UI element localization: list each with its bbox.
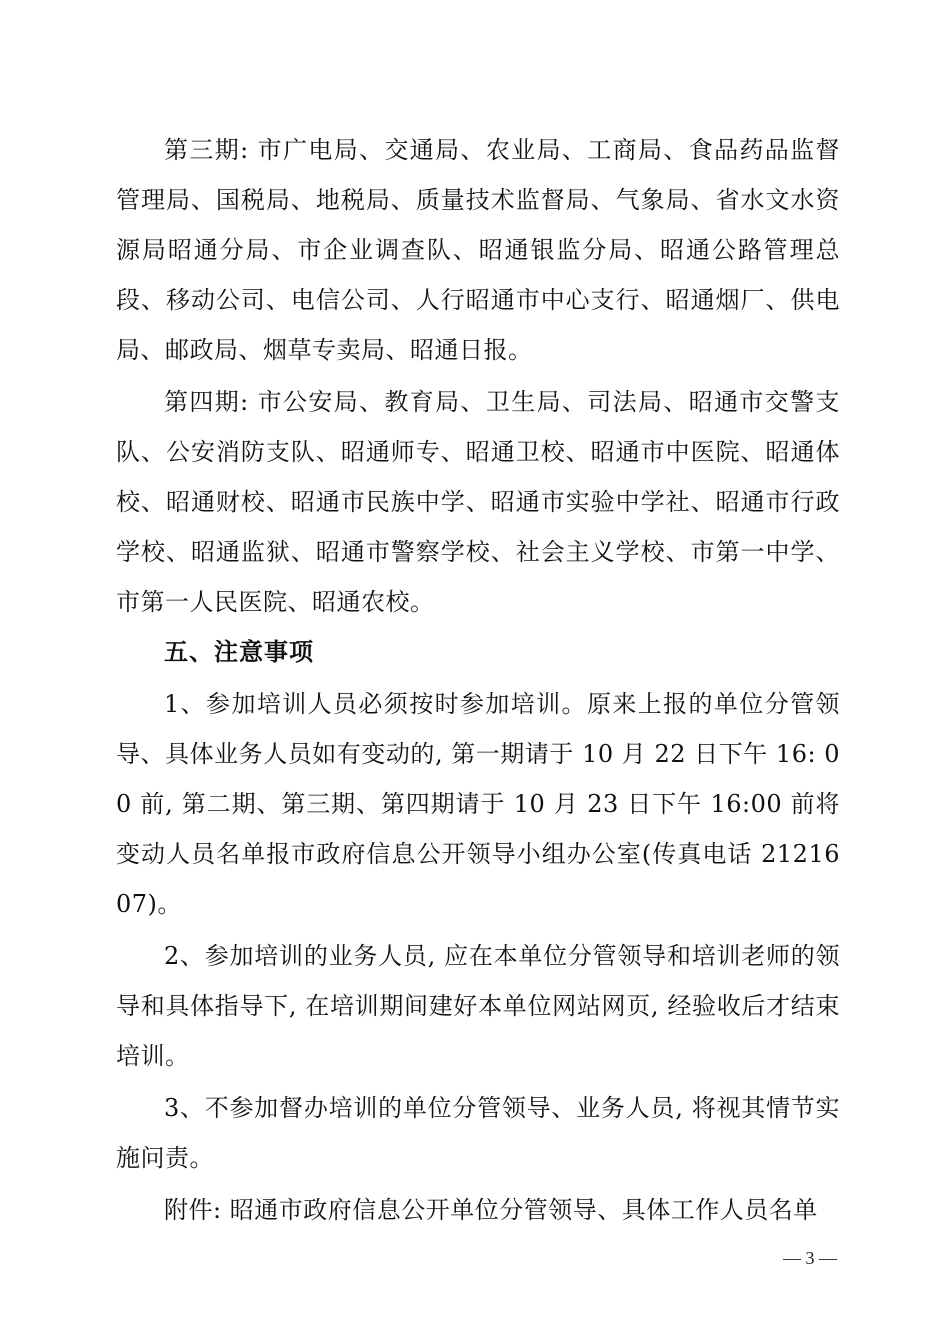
attachment-line: 附件: 昭通市政府信息公开单位分管领导、具体工作人员名单: [164, 1196, 818, 1224]
note-item-1: 1、参加培训人员必须按时参加培训。原来上报的单位分管领导、具体业务人员如有变动的, 第一期请于 10 月 22 日下午 16: 00 前, 第二期、第三期、第四期请于 10 月 23 日下午 16:00 前将变动人员名单报市政府信息公开领导小组办公室(传真电话 2121607)。: [116, 690, 840, 918]
section-heading: 五、注意事项: [164, 638, 314, 666]
note-item-2: 2、参加培训的业务人员, 应在本单位分管领导和培训老师的领导和具体指导下, 在培训期间建好本单位网站网页, 经验收后才结束培训。: [116, 942, 840, 1070]
paragraph-phase-three: 第三期: 市广电局、交通局、农业局、工商局、食品药品监督管理局、国税局、地税局、质量技术监督局、气象局、省水文水资源局昭通分局、市企业调查队、昭通银监分局、昭通公路管理总段、移动公司、电信公司、人行昭通市中心支行、昭通烟厂、供电局、邮政局、烟草专卖局、昭通日报。: [116, 136, 840, 364]
note-item-3: 3、不参加督办培训的单位分管领导、业务人员, 将视其情节实施问责。: [116, 1094, 840, 1172]
paragraph-phase-four: 第四期: 市公安局、教育局、卫生局、司法局、昭通市交警支队、公安消防支队、昭通师专、昭通卫校、昭通市中医院、昭通体校、昭通财校、昭通市民族中学、昭通市实验中学社、昭通市行政学校、昭通监狱、昭通市警察学校、社会主义学校、市第一中学、市第一人民医院、昭通农校。: [116, 388, 840, 616]
page-number: — 3 —: [783, 1248, 837, 1268]
document-body: [116, 125, 840, 1235]
